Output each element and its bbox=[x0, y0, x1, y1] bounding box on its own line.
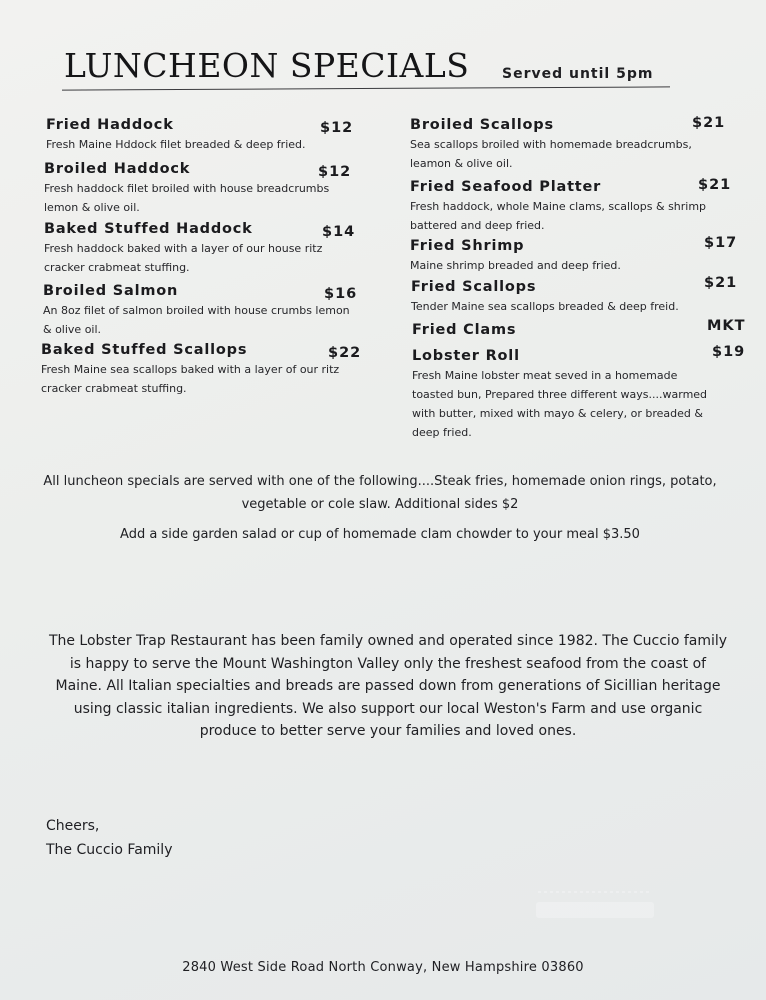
item-price: $14 bbox=[322, 224, 356, 240]
item-name: Broiled Haddock bbox=[44, 161, 191, 177]
addon-note: Add a side garden salad or cup of homemade clam chowder to your meal $3.50 bbox=[120, 527, 640, 542]
menu-item-fried-scallops bbox=[411, 279, 711, 316]
item-price: $19 bbox=[712, 344, 746, 360]
item-price: $21 bbox=[692, 115, 726, 131]
item-description: An 8oz filet of salmon broiled with house crumbs lemon & olive oil. bbox=[43, 304, 350, 336]
item-price: $12 bbox=[318, 164, 352, 180]
menu-item-baked-stuffed-haddock bbox=[44, 221, 334, 277]
item-description: Maine shrimp breaded and deep fried. bbox=[410, 259, 621, 272]
title-divider bbox=[62, 86, 670, 90]
menu-title: LUNCHEON SPECIALS bbox=[64, 46, 470, 85]
item-price: $22 bbox=[328, 345, 362, 361]
item-name: Lobster Roll bbox=[412, 348, 520, 364]
signoff-name: The Cuccio Family bbox=[46, 842, 173, 858]
signoff-greeting: Cheers, bbox=[46, 818, 100, 834]
item-description: Fresh Maine Hddock filet breaded & deep fried. bbox=[46, 138, 306, 151]
item-name: Broiled Salmon bbox=[43, 283, 179, 299]
item-description: Fresh Maine sea scallops baked with a layer of our ritz cracker crabmeat stuffing. bbox=[41, 363, 340, 395]
restaurant-story: The Lobster Trap Restaurant has been family owned and operated since 1982. The Cuccio family is happy to serve the Mount Washington Valley only the freshest seafood from the coast of Maine. All Italian specialties and breads are passed down from generations of Sicillian heritage using classic italian ingredients. We also support our local Weston's Farm and use organic produce to better serve your families and loved ones. bbox=[48, 633, 728, 739]
item-price: MKT bbox=[707, 318, 746, 334]
menu-item-fried-seafood-platter bbox=[410, 179, 710, 235]
menu-item-broiled-salmon bbox=[43, 283, 353, 339]
item-name: Baked Stuffed Scallops bbox=[41, 342, 248, 358]
menu-item-fried-haddock bbox=[46, 117, 336, 154]
item-description: Fresh haddock, whole Maine clams, scallops & shrimp battered and deep fried. bbox=[410, 200, 707, 232]
item-price: $17 bbox=[704, 235, 738, 251]
menu-item-broiled-scallops bbox=[410, 117, 710, 173]
item-description: Fresh Maine lobster meat seved in a homemade toasted bun, Prepared three different ways....warmed with butter, mixed with mayo & celery, or breaded & deep fried. bbox=[412, 369, 708, 439]
menu-item-broiled-haddock bbox=[44, 161, 336, 217]
menu-item-baked-stuffed-scallops bbox=[41, 342, 351, 398]
menu-item-fried-shrimp bbox=[410, 238, 700, 275]
item-price: $21 bbox=[698, 177, 732, 193]
item-price: $16 bbox=[324, 286, 358, 302]
item-name: Baked Stuffed Haddock bbox=[44, 221, 253, 237]
item-name: Broiled Scallops bbox=[410, 117, 554, 133]
restaurant-address: 2840 West Side Road North Conway, New Hampshire 03860 bbox=[182, 960, 584, 975]
item-name: Fried Scallops bbox=[411, 279, 537, 295]
item-price: $21 bbox=[704, 275, 738, 291]
item-description: Sea scallops broiled with homemade breadcrumbs, leamon & olive oil. bbox=[410, 138, 692, 170]
item-description: Fresh haddock filet broiled with house breadcrumbs lemon & olive oil. bbox=[44, 182, 330, 214]
item-name: Fried Shrimp bbox=[410, 238, 525, 254]
sides-note: All luncheon specials are served with one of the following....Steak fries, homemade onion rings, potato, vegetable or cole slaw. Additional sides $2 bbox=[43, 474, 717, 512]
item-name: Fried Clams bbox=[412, 322, 517, 338]
served-until-note: Served until 5pm bbox=[502, 66, 654, 82]
item-name: Fried Haddock bbox=[46, 117, 174, 133]
item-price: $12 bbox=[320, 120, 354, 136]
item-description: Tender Maine sea scallops breaded & deep freid. bbox=[411, 300, 679, 313]
watermark-graphic bbox=[530, 888, 660, 926]
signoff bbox=[46, 814, 173, 862]
menu-item-lobster-roll bbox=[412, 348, 722, 442]
item-description: Fresh haddock baked with a layer of our house ritz cracker crabmeat stuffing. bbox=[44, 242, 323, 274]
item-name: Fried Seafood Platter bbox=[410, 179, 602, 195]
menu-item-fried-clams bbox=[412, 322, 702, 338]
